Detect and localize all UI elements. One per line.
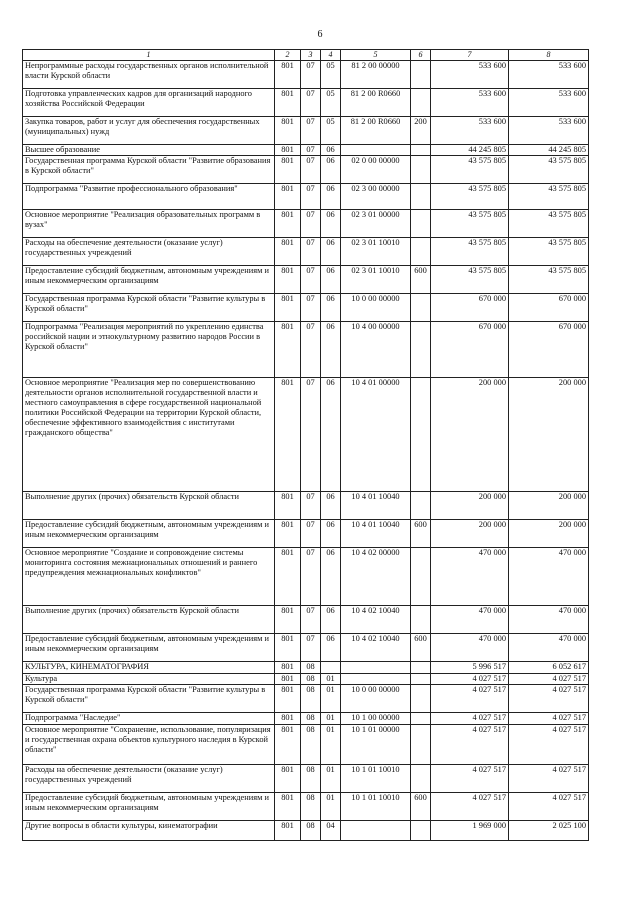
row-code-cell: 801 [275, 712, 301, 724]
table-row [23, 519, 589, 547]
row-subsection-cell: 01 [321, 673, 341, 684]
row-subsection-cell: 06 [321, 491, 341, 519]
row-type-cell [411, 293, 431, 321]
table-row [23, 265, 589, 293]
row-name-cell: Основное мероприятие "Реализация мер по совершенствованию деятельности органов исполнительной государственной власти и местного самоуправления в сфере государственной национальной политики Российской Федерации на территории Курской области, обеспечение эффективного взаимодействия с институтами гражданского общества" [23, 377, 275, 491]
row-subsection-cell: 06 [321, 321, 341, 377]
table-row [23, 155, 589, 183]
row-subsection-cell: 04 [321, 820, 341, 840]
row-section-cell: 08 [301, 661, 321, 673]
row-target-cell: 10 4 00 00000 [341, 321, 411, 377]
row-type-cell: 600 [411, 519, 431, 547]
row-subsection-cell: 01 [321, 792, 341, 820]
row-amount-cell: 43 575 805 [509, 237, 589, 265]
row-type-cell [411, 547, 431, 605]
row-name-cell: Основное мероприятие "Сохранение, использование, популяризация и государственная охрана объектов культурного наследия в Курской области" [23, 724, 275, 764]
column-header: 2 [275, 50, 301, 61]
row-section-cell: 07 [301, 321, 321, 377]
row-code-cell: 801 [275, 491, 301, 519]
row-section-cell: 07 [301, 88, 321, 116]
row-amount-cell: 43 575 805 [431, 209, 509, 237]
row-section-cell: 07 [301, 293, 321, 321]
row-subsection-cell: 01 [321, 764, 341, 792]
row-type-cell: 600 [411, 633, 431, 661]
table-row [23, 293, 589, 321]
row-target-cell: 81 2 00 R0660 [341, 116, 411, 144]
row-subsection-cell: 01 [321, 724, 341, 764]
row-target-cell: 10 4 02 00000 [341, 547, 411, 605]
row-amount-cell: 4 027 517 [509, 684, 589, 712]
row-subsection-cell: 06 [321, 155, 341, 183]
table-row [23, 792, 589, 820]
row-amount-cell: 4 027 517 [431, 764, 509, 792]
row-type-cell [411, 491, 431, 519]
row-type-cell [411, 155, 431, 183]
row-name-cell: Государственная программа Курской области "Развитие культуры в Курской области" [23, 684, 275, 712]
table-row [23, 820, 589, 840]
row-subsection-cell: 06 [321, 144, 341, 155]
table-row [23, 88, 589, 116]
column-header: 4 [321, 50, 341, 61]
row-code-cell: 801 [275, 293, 301, 321]
row-amount-cell: 670 000 [431, 293, 509, 321]
row-name-cell: Основное мероприятие "Реализация образовательных программ в вузах" [23, 209, 275, 237]
row-section-cell: 07 [301, 209, 321, 237]
row-target-cell: 10 0 00 00000 [341, 293, 411, 321]
row-code-cell: 801 [275, 661, 301, 673]
row-name-cell: Расходы на обеспечение деятельности (оказание услуг) государственных учреждений [23, 764, 275, 792]
row-section-cell: 07 [301, 237, 321, 265]
table-header-row [23, 50, 589, 61]
row-amount-cell: 470 000 [509, 633, 589, 661]
row-subsection-cell: 05 [321, 60, 341, 88]
row-amount-cell: 200 000 [431, 519, 509, 547]
row-name-cell: Предоставление субсидий бюджетным, автономным учреждениям и иным некоммерческим организациям [23, 792, 275, 820]
row-amount-cell: 200 000 [509, 491, 589, 519]
row-name-cell: Расходы на обеспечение деятельности (оказание услуг) государственных учреждений [23, 237, 275, 265]
row-section-cell: 07 [301, 547, 321, 605]
row-type-cell [411, 673, 431, 684]
row-target-cell: 02 3 00 00000 [341, 183, 411, 209]
table-row [23, 377, 589, 491]
row-subsection-cell [321, 661, 341, 673]
row-type-cell [411, 661, 431, 673]
row-section-cell: 08 [301, 712, 321, 724]
row-target-cell: 10 4 01 00000 [341, 377, 411, 491]
row-code-cell: 801 [275, 684, 301, 712]
row-amount-cell: 43 575 805 [431, 183, 509, 209]
row-code-cell: 801 [275, 633, 301, 661]
row-amount-cell: 43 575 805 [509, 265, 589, 293]
row-amount-cell: 43 575 805 [509, 155, 589, 183]
row-code-cell: 801 [275, 377, 301, 491]
row-target-cell: 10 4 02 10040 [341, 633, 411, 661]
row-target-cell: 10 0 00 00000 [341, 684, 411, 712]
row-name-cell: Другие вопросы в области культуры, кинематографии [23, 820, 275, 840]
row-type-cell: 200 [411, 116, 431, 144]
row-code-cell: 801 [275, 144, 301, 155]
row-amount-cell: 4 027 517 [509, 764, 589, 792]
row-name-cell: Предоставление субсидий бюджетным, автономным учреждениям и иным некоммерческим организациям [23, 519, 275, 547]
row-type-cell [411, 237, 431, 265]
column-header: 5 [341, 50, 411, 61]
row-type-cell [411, 88, 431, 116]
row-amount-cell: 44 245 805 [431, 144, 509, 155]
row-code-cell: 801 [275, 209, 301, 237]
row-code-cell: 801 [275, 237, 301, 265]
budget-table [22, 49, 589, 841]
table-row [23, 60, 589, 88]
row-name-cell: Непрограммные расходы государственных органов исполнительной власти Курской области [23, 60, 275, 88]
row-target-cell: 10 4 01 10040 [341, 519, 411, 547]
row-type-cell [411, 712, 431, 724]
row-name-cell: Подпрограмма "Наследие" [23, 712, 275, 724]
row-amount-cell: 4 027 517 [431, 792, 509, 820]
row-subsection-cell: 06 [321, 377, 341, 491]
row-name-cell: Подпрограмма "Реализация мероприятий по укреплению единства российской нации и этнокультурному развитию народов России в Курской области" [23, 321, 275, 377]
row-section-cell: 07 [301, 60, 321, 88]
row-type-cell [411, 144, 431, 155]
table-row [23, 633, 589, 661]
row-type-cell: 600 [411, 792, 431, 820]
table-row [23, 673, 589, 684]
row-amount-cell: 533 600 [431, 116, 509, 144]
row-amount-cell: 533 600 [431, 60, 509, 88]
row-target-cell: 10 1 01 10010 [341, 764, 411, 792]
row-section-cell: 07 [301, 605, 321, 633]
row-section-cell: 07 [301, 491, 321, 519]
row-amount-cell: 470 000 [509, 605, 589, 633]
row-name-cell: Подготовка управленческих кадров для организаций народного хозяйства Российской Федерации [23, 88, 275, 116]
row-name-cell: Культура [23, 673, 275, 684]
table-row [23, 491, 589, 519]
row-section-cell: 08 [301, 684, 321, 712]
row-subsection-cell: 06 [321, 237, 341, 265]
row-name-cell: Подпрограмма "Развитие профессионального образования" [23, 183, 275, 209]
row-subsection-cell: 06 [321, 633, 341, 661]
row-amount-cell: 670 000 [509, 293, 589, 321]
row-section-cell: 07 [301, 519, 321, 547]
table-row [23, 661, 589, 673]
row-name-cell: Государственная программа Курской области "Развитие образования в Курской области" [23, 155, 275, 183]
row-code-cell: 801 [275, 764, 301, 792]
row-amount-cell: 5 996 517 [431, 661, 509, 673]
row-name-cell: Выполнение других (прочих) обязательств Курской области [23, 491, 275, 519]
row-name-cell: Высшее образование [23, 144, 275, 155]
row-section-cell: 08 [301, 724, 321, 764]
column-header: 1 [23, 50, 275, 61]
row-target-cell: 10 4 02 10040 [341, 605, 411, 633]
row-amount-cell: 4 027 517 [509, 712, 589, 724]
row-section-cell: 07 [301, 183, 321, 209]
row-type-cell: 600 [411, 265, 431, 293]
row-code-cell: 801 [275, 820, 301, 840]
row-code-cell: 801 [275, 155, 301, 183]
row-amount-cell: 4 027 517 [431, 684, 509, 712]
row-section-cell: 07 [301, 633, 321, 661]
row-target-cell: 10 1 01 00000 [341, 724, 411, 764]
row-target-cell: 02 0 00 00000 [341, 155, 411, 183]
column-header: 7 [431, 50, 509, 61]
row-amount-cell: 533 600 [509, 116, 589, 144]
row-amount-cell: 43 575 805 [509, 209, 589, 237]
row-code-cell: 801 [275, 547, 301, 605]
row-amount-cell: 43 575 805 [509, 183, 589, 209]
row-subsection-cell: 06 [321, 519, 341, 547]
row-target-cell [341, 144, 411, 155]
row-section-cell: 07 [301, 155, 321, 183]
row-code-cell: 801 [275, 792, 301, 820]
row-section-cell: 08 [301, 764, 321, 792]
table-row [23, 547, 589, 605]
row-amount-cell: 533 600 [509, 60, 589, 88]
row-section-cell: 07 [301, 144, 321, 155]
row-amount-cell: 200 000 [431, 491, 509, 519]
row-type-cell [411, 820, 431, 840]
row-target-cell: 81 2 00 R0660 [341, 88, 411, 116]
row-subsection-cell: 05 [321, 116, 341, 144]
row-name-cell: Основное мероприятие "Создание и сопровождение системы мониторинга состояния межнациональных отношений и раннего предупреждения межнациональных конфликтов" [23, 547, 275, 605]
row-section-cell: 07 [301, 116, 321, 144]
row-subsection-cell: 05 [321, 88, 341, 116]
row-name-cell: Предоставление субсидий бюджетным, автономным учреждениям и иным некоммерческим организациям [23, 633, 275, 661]
row-code-cell: 801 [275, 183, 301, 209]
row-target-cell [341, 673, 411, 684]
row-subsection-cell: 06 [321, 605, 341, 633]
row-target-cell: 10 1 00 00000 [341, 712, 411, 724]
table-row [23, 712, 589, 724]
row-code-cell: 801 [275, 265, 301, 293]
row-section-cell: 08 [301, 792, 321, 820]
row-section-cell: 07 [301, 377, 321, 491]
table-row [23, 684, 589, 712]
row-amount-cell: 470 000 [431, 547, 509, 605]
row-target-cell [341, 820, 411, 840]
row-subsection-cell: 01 [321, 684, 341, 712]
row-code-cell: 801 [275, 673, 301, 684]
row-subsection-cell: 06 [321, 547, 341, 605]
row-target-cell: 02 3 01 10010 [341, 265, 411, 293]
row-amount-cell: 200 000 [509, 377, 589, 491]
row-type-cell [411, 684, 431, 712]
row-amount-cell: 43 575 805 [431, 237, 509, 265]
row-subsection-cell: 06 [321, 265, 341, 293]
table-row [23, 605, 589, 633]
row-amount-cell: 533 600 [431, 88, 509, 116]
row-amount-cell: 4 027 517 [509, 724, 589, 764]
row-name-cell: Закупка товаров, работ и услуг для обеспечения государственных (муниципальных) нужд [23, 116, 275, 144]
row-code-cell: 801 [275, 88, 301, 116]
row-section-cell: 08 [301, 820, 321, 840]
row-type-cell [411, 60, 431, 88]
row-code-cell: 801 [275, 605, 301, 633]
row-target-cell [341, 661, 411, 673]
row-amount-cell: 2 025 100 [509, 820, 589, 840]
row-type-cell [411, 605, 431, 633]
table-row [23, 764, 589, 792]
row-code-cell: 801 [275, 116, 301, 144]
row-amount-cell: 4 027 517 [431, 712, 509, 724]
row-code-cell: 801 [275, 724, 301, 764]
row-name-cell: Государственная программа Курской области "Развитие культуры в Курской области" [23, 293, 275, 321]
row-subsection-cell: 06 [321, 183, 341, 209]
row-amount-cell: 6 052 617 [509, 661, 589, 673]
row-target-cell: 02 3 01 00000 [341, 209, 411, 237]
table-row [23, 321, 589, 377]
row-amount-cell: 44 245 805 [509, 144, 589, 155]
row-amount-cell: 4 027 517 [509, 792, 589, 820]
row-section-cell: 07 [301, 265, 321, 293]
row-code-cell: 801 [275, 60, 301, 88]
table-body [23, 60, 589, 840]
row-subsection-cell: 06 [321, 209, 341, 237]
column-header: 3 [301, 50, 321, 61]
row-section-cell: 08 [301, 673, 321, 684]
row-type-cell [411, 209, 431, 237]
row-amount-cell: 43 575 805 [431, 155, 509, 183]
row-amount-cell: 200 000 [509, 519, 589, 547]
row-type-cell [411, 321, 431, 377]
row-name-cell: КУЛЬТУРА, КИНЕМАТОГРАФИЯ [23, 661, 275, 673]
table-row [23, 116, 589, 144]
row-subsection-cell: 06 [321, 293, 341, 321]
row-name-cell: Выполнение других (прочих) обязательств Курской области [23, 605, 275, 633]
row-amount-cell: 43 575 805 [431, 265, 509, 293]
row-type-cell [411, 724, 431, 764]
row-amount-cell: 4 027 517 [509, 673, 589, 684]
row-subsection-cell: 01 [321, 712, 341, 724]
row-amount-cell: 470 000 [431, 605, 509, 633]
row-name-cell: Предоставление субсидий бюджетным, автономным учреждениям и иным некоммерческим организациям [23, 265, 275, 293]
row-code-cell: 801 [275, 519, 301, 547]
row-target-cell: 02 3 01 10010 [341, 237, 411, 265]
row-amount-cell: 4 027 517 [431, 724, 509, 764]
row-code-cell: 801 [275, 321, 301, 377]
row-amount-cell: 200 000 [431, 377, 509, 491]
row-amount-cell: 670 000 [509, 321, 589, 377]
row-target-cell: 81 2 00 00000 [341, 60, 411, 88]
row-amount-cell: 470 000 [431, 633, 509, 661]
table-row [23, 237, 589, 265]
table-row [23, 144, 589, 155]
row-target-cell: 10 4 01 10040 [341, 491, 411, 519]
row-type-cell [411, 377, 431, 491]
row-amount-cell: 470 000 [509, 547, 589, 605]
table-row [23, 724, 589, 764]
table-row [23, 183, 589, 209]
row-target-cell: 10 1 01 10010 [341, 792, 411, 820]
row-amount-cell: 1 969 000 [431, 820, 509, 840]
row-amount-cell: 4 027 517 [431, 673, 509, 684]
row-amount-cell: 533 600 [509, 88, 589, 116]
column-header: 6 [411, 50, 431, 61]
row-type-cell [411, 764, 431, 792]
row-amount-cell: 670 000 [431, 321, 509, 377]
table-row [23, 209, 589, 237]
row-type-cell [411, 183, 431, 209]
column-header: 8 [509, 50, 589, 61]
page-number: 6 [317, 29, 323, 40]
